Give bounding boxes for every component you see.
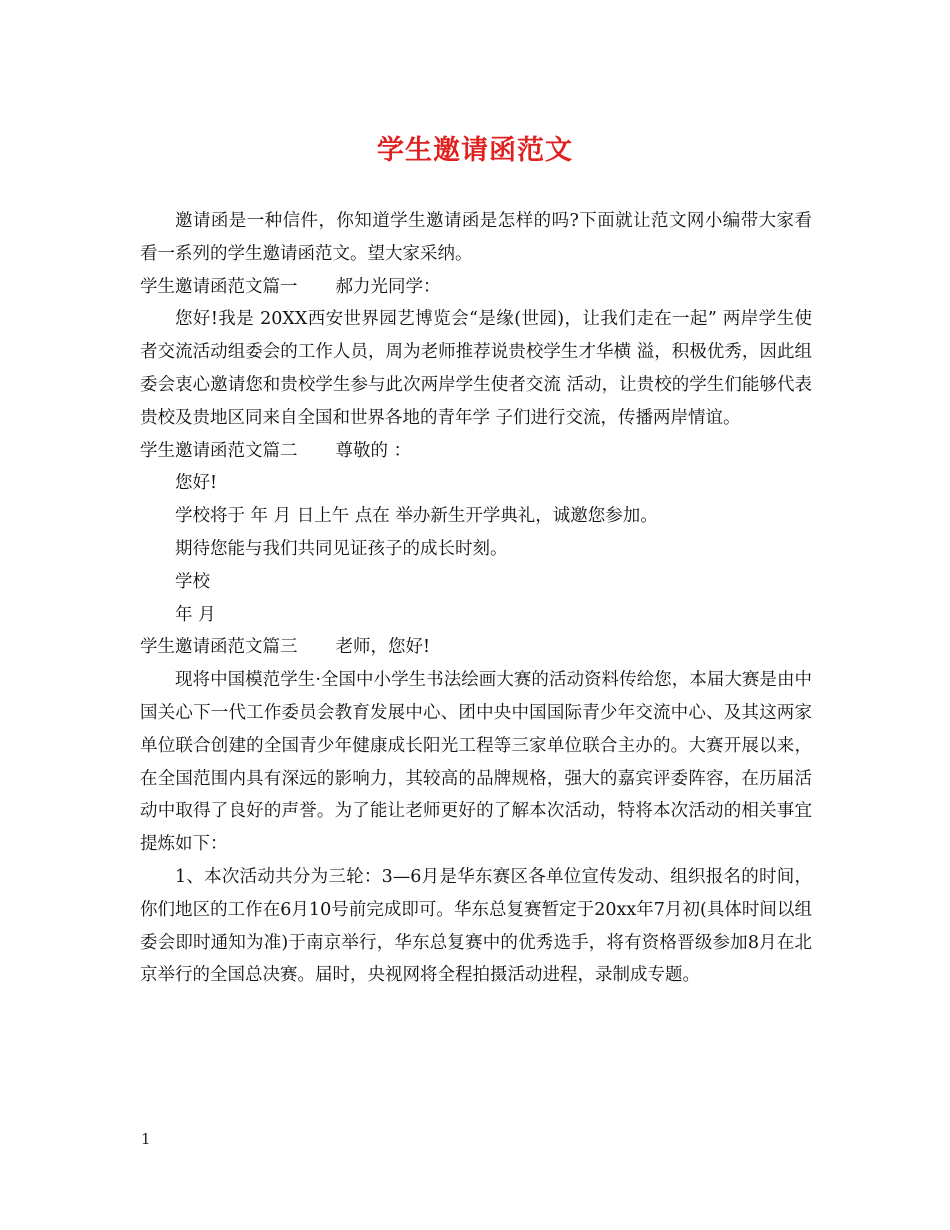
document-title: 学生邀请函范文 [377,135,573,166]
section-heading-3 [140,631,812,664]
section2-line: 期待您能与我们共同见证孩子的成长时刻。 [175,538,508,559]
page-number: 1 [141,1130,151,1148]
section2-line: 您好! [175,473,218,494]
intro-paragraph: 邀请函是一种信件，你知道学生邀请函是怎样的吗?下面就让范文网小编带大家看看一系列的学生邀请函范文。望大家采纳。 [140,211,812,264]
section-heading-2 [140,435,812,468]
section-title: 学生邀请函范文篇一 [140,276,298,297]
salutation: 郝力光同学： [335,276,441,297]
section1-body: 您好!我是 20XX西安世界园艺博览会“是缘(世园)，让我们走在一起” 两岸学生使者交流活动组委会的工作人员，周为老师推荐说贵校学生才华横 溢，积极优秀，因此组委会衷心邀请您和贵校学生参与此次两岸学生使者交流 活动，让贵校的学生们能够代表贵校及贵地区同来自全国和世界各地的青年学 子们进行交流，传播两岸情谊。 [140,309,812,428]
salutation: 尊敬的 ： [335,440,412,461]
section3-item-1: 1、本次活动共分为三轮：3—6月是华东赛区各单位宣传发动、组织报名的时间，你们地区的工作在6月10号前完成即可。华东总复赛暂定于20xx年7月初(具体时间以组委会即时通知为准)于南京举行，华东总复赛中的优秀选手，将有资格晋级参加8月在北京举行的全国总决赛。届时，央视网将全程拍摄活动进程，录制成专题。 [140,866,812,986]
section3-body: 现将中国模范学生·全国中小学生书法绘画大赛的活动资料传给您，本届大赛是由中国关心下一代工作委员会教育发展中心、团中央中国国际青少年交流中心、及其这两家单位联合创建的全国青少年健康成长阳光工程等三家单位联合主办的。大赛开展以来，在全国范围内具有深远的影响力，其较高的品牌规格，强大的嘉宾评委阵容，在历届活动中取得了良好的声誉。为了能让老师更好的了解本次活动，特将本次活动的相关事宜提炼如下： [140,670,812,855]
salutation: 老师，您好! [335,637,431,658]
section-title: 学生邀请函范文篇三 [140,637,298,658]
document-body [140,205,812,992]
section2-line: 学校将于 年 月 日上午 点在 举办新生开学典礼，诚邀您参加。 [175,506,658,527]
signature-school: 学校 [175,571,210,592]
section-title: 学生邀请函范文篇二 [140,440,298,461]
section-heading-1 [140,271,812,304]
signature-date: 年 月 [175,604,216,625]
